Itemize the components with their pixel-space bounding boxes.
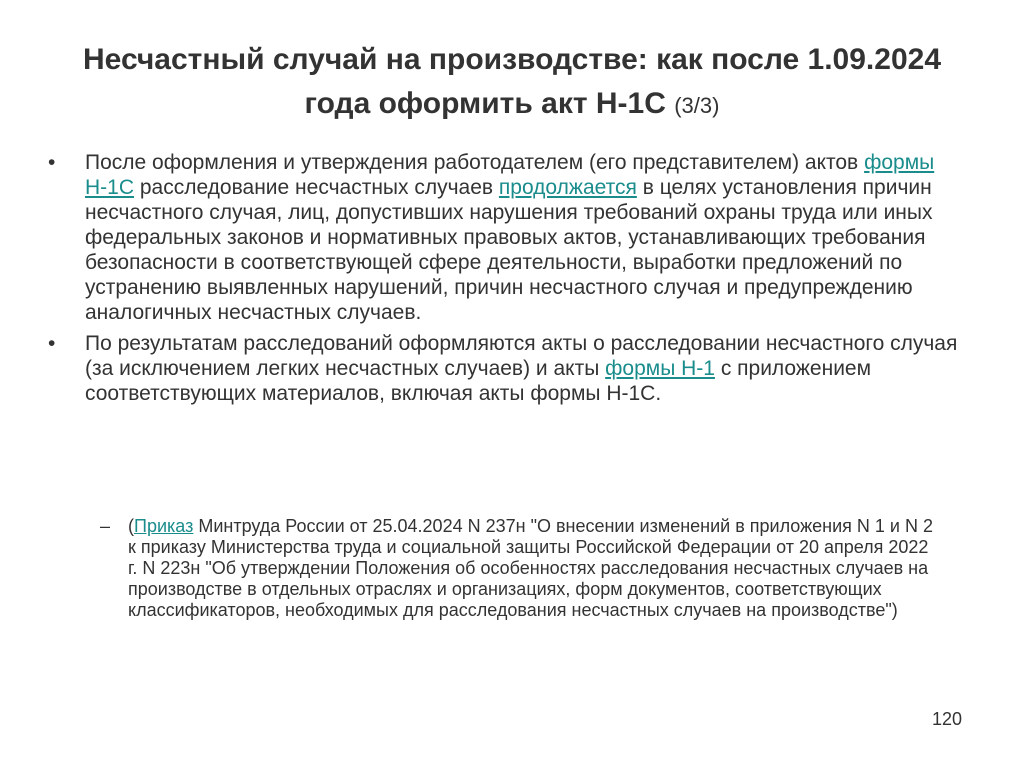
text-fragment: ( bbox=[128, 516, 134, 536]
page-number: 120 bbox=[931, 709, 962, 729]
title-main: Несчастный случай на производстве: как после 1.09.2024 года оформить акт Н-1С bbox=[82, 43, 942, 120]
title-suffix: (3/3) bbox=[674, 93, 720, 118]
bullet-item bbox=[48, 150, 988, 325]
text-fragment: расследование несчастных случаев bbox=[134, 176, 499, 199]
link-order[interactable]: Приказ bbox=[134, 516, 194, 536]
text-fragment: Минтруда России от 25.04.2024 N 237н "О внесении изменений в приложения N 1 и N 2 к приказу Министерства труда и социальной защиты Российской Федерации от 20 апреля 2022 г. N 223н "Об утверждении Положения об особенностях расследования несчастных случаев на производстве в отдельных отраслях и организациях, форм документов, соответствующих классификаторов, необходимых для расследования несчастных случаев на производстве") bbox=[128, 516, 933, 620]
bullet-text bbox=[85, 332, 957, 405]
link-continues[interactable]: продолжается bbox=[498, 176, 637, 199]
text-fragment: После оформления и утверждения работодателем (его представителем) актов bbox=[85, 151, 865, 174]
dash-marker: – bbox=[100, 516, 111, 536]
bullet-marker: • bbox=[48, 151, 56, 174]
text-fragment: в целях установления причин несчастного случая, лиц, допустивших нарушения требований охраны труда или иных федеральных законов и нормативных правовых актов, устанавливающих требования безопасности в соответствующей сфере деятельности, выработки предложений по устранению выявленных нарушений, причин несчастного случая и предупреждению аналогичных несчастных случаев. bbox=[85, 176, 933, 324]
link-form-n1[interactable]: формы Н-1 bbox=[605, 357, 715, 380]
bullet-item bbox=[48, 331, 988, 406]
sub-item bbox=[100, 516, 940, 621]
text-fragment: По результатам расследований оформляются акты о расследовании несчастного случая (за исключением легких несчастных случаев) и акты bbox=[85, 332, 958, 380]
text-fragment: с приложением соответствующих материалов, включая акты формы Н-1С. bbox=[85, 357, 872, 405]
bullet-marker: • bbox=[48, 332, 56, 355]
link-form-n1s[interactable]: формы Н-1С bbox=[85, 151, 935, 199]
bullet-list bbox=[48, 150, 988, 412]
slide-title bbox=[60, 38, 964, 128]
bullet-text bbox=[85, 151, 934, 324]
sub-item-text bbox=[100, 516, 940, 621]
